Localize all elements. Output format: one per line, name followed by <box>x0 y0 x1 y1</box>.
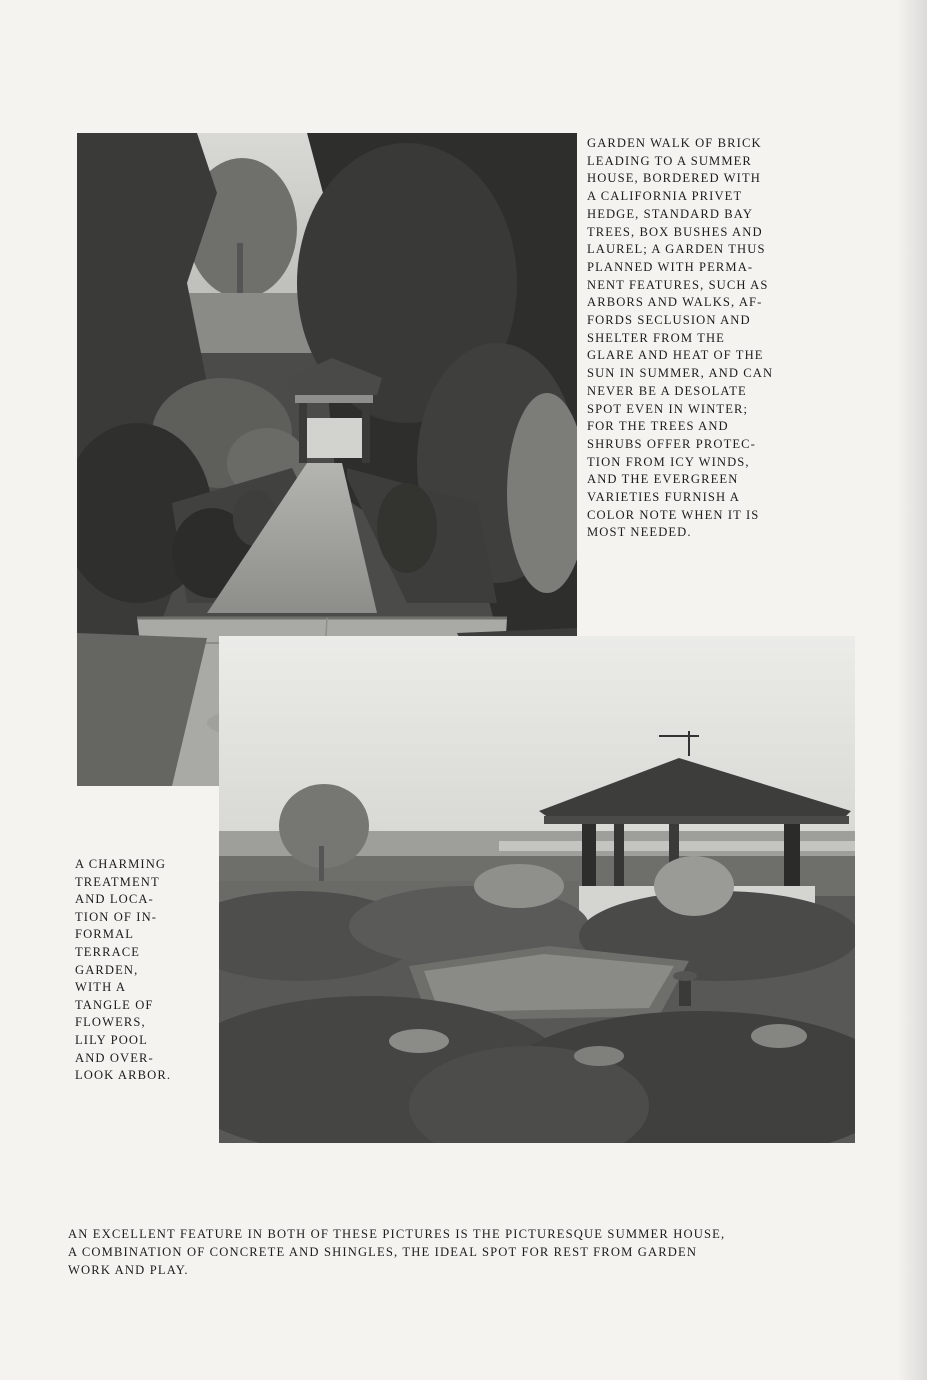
caption-line: NENT FEATURES, SUCH AS <box>587 277 769 292</box>
caption-line: TION OF IN- <box>75 909 158 924</box>
caption-line: A CALIFORNIA PRIVET <box>587 189 743 204</box>
caption-line: GARDEN WALK OF BRICK <box>587 136 762 150</box>
page-edge-shadow <box>897 0 927 1380</box>
caption-line: PLANNED WITH PERMA- <box>587 259 754 274</box>
caption-line: LOOK ARBOR. <box>75 1068 172 1083</box>
footer-line: A COMBINATION OF CONCRETE AND SHINGLES, THE IDEAL SPOT FOR REST FROM GARDEN <box>68 1244 698 1259</box>
caption-line: WITH A <box>75 980 127 995</box>
caption-line: TERRACE <box>75 944 141 959</box>
caption-line: SHELTER FROM THE <box>587 330 725 345</box>
caption-terrace-garden <box>75 856 195 1085</box>
caption-line: MOST NEEDED. <box>587 525 692 540</box>
caption-line: ARBORS AND WALKS, AF- <box>587 295 763 310</box>
caption-line: HOUSE, BORDERED WITH <box>587 171 761 186</box>
caption-line: AND LOCA- <box>75 892 154 907</box>
footer-line: WORK AND PLAY. <box>68 1262 189 1277</box>
caption-line: SUN IN SUMMER, AND CAN <box>587 366 774 381</box>
footer-caption <box>68 1226 863 1279</box>
footer-line: AN EXCELLENT FEATURE IN BOTH OF THESE PICTURES IS THE PICTURESQUE SUMMER HOUSE, <box>68 1227 726 1241</box>
caption-line: AND OVER- <box>75 1050 154 1065</box>
caption-line: GARDEN, <box>75 962 139 977</box>
caption-line: TANGLE OF <box>75 997 154 1012</box>
caption-line: FORDS SECLUSION AND <box>587 313 751 328</box>
terrace-garden-illustration <box>219 636 855 1143</box>
caption-line: TION FROM ICY WINDS, <box>587 454 750 469</box>
caption-line: AND THE EVERGREEN <box>587 472 739 487</box>
caption-line: HEDGE, STANDARD BAY <box>587 206 754 221</box>
caption-line: A CHARMING <box>75 857 167 871</box>
caption-line: COLOR NOTE WHEN IT IS <box>587 507 760 522</box>
caption-garden-walk <box>587 135 801 542</box>
caption-line: LILY POOL <box>75 1032 148 1047</box>
caption-line: FLOWERS, <box>75 1015 146 1030</box>
photo-terrace-garden <box>219 636 855 1143</box>
caption-line: SPOT EVEN IN WINTER; <box>587 401 749 416</box>
caption-line: LAUREL; A GARDEN THUS <box>587 242 766 257</box>
caption-line: FORMAL <box>75 927 135 942</box>
caption-line: GLARE AND HEAT OF THE <box>587 348 764 363</box>
caption-line: VARIETIES FURNISH A <box>587 490 740 505</box>
caption-line: TREES, BOX BUSHES AND <box>587 224 763 239</box>
caption-line: NEVER BE A DESOLATE <box>587 383 747 398</box>
caption-line: FOR THE TREES AND <box>587 419 729 434</box>
caption-line: SHRUBS OFFER PROTEC- <box>587 436 756 451</box>
caption-line: TREATMENT <box>75 874 160 889</box>
caption-line: LEADING TO A SUMMER <box>587 153 752 168</box>
